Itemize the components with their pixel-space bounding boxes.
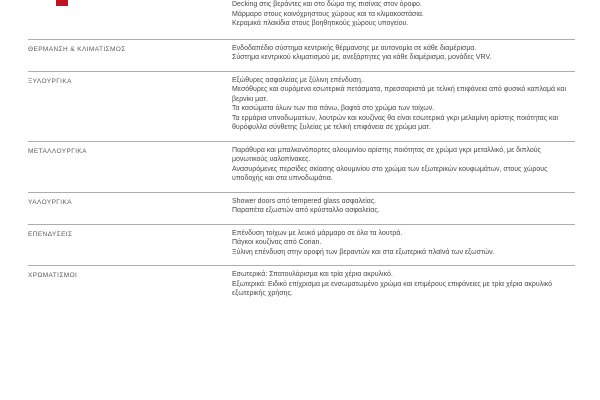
spec-content [232,197,575,216]
spec-content [232,146,575,184]
spec-row-claddings [28,224,575,266]
spec-category-label: ΞΥΛΟΥΡΓΙΚΑ [28,77,72,85]
spec-row-glazing [28,192,575,224]
spec-text-line: Μεσόθυρες και συρόμενα εσωτερικά πετάσματα, πρεσσαριστά με τελική επιφάνεια από φυσικό καπλαμά και βερνίκι ματ. [232,86,566,103]
spec-category-label: ΕΠΕΝΔΥΣΕΙΣ [28,230,73,238]
spec-category-label-empty [28,0,232,29]
spec-text-line: Εξωτερικά: Ειδικό επίχρισμα με ενσωματωμένο χρώμα και επιμέρους επιφάνειες με τρία χέρια ακρυλικό εξωτερικής χρήσης. [232,280,553,297]
spec-row-painting [28,265,575,307]
spec-row-carpentry [28,71,575,141]
spec-row-intro [28,0,575,39]
spec-text-line: Shower doors από tempered glass ασφαλείας. [232,197,377,205]
spec-text-line: Τα κασώματα όλων των πιο πάνω, βαφτά στο χρώμα των τοίχων. [232,105,435,112]
spec-text-line: Ξύλινη επένδυση στην οροφή των βεραντών και στα εξωτερικά πλαϊνά των εξωστών. [232,248,495,256]
spec-text-line: Σύστημα κεντρικού κλιματισμού με, ανεξάρτητες για κάθε διαμέρισμα, μονάδες VRV. [232,54,492,61]
spec-row-metalwork [28,141,575,192]
spec-text-line: Εσωτερικά: Σπατουλάρισμα και τρία χέρια ακρυλικό. [232,271,393,278]
spec-category-label: ΧΡΩΜΑΤΙΣΜΟΙ [28,272,78,279]
spec-table [28,0,575,307]
spec-content [232,0,575,29]
spec-text-line: Επένδυση τοίχων με λευκό μάρμαρο σε όλα τα λουτρά. [232,229,403,237]
spec-category-label: ΘΕΡΜΑΝΣΗ & ΚΛΙΜΑΤΙΣΜΟΣ [28,45,126,53]
spec-content [232,229,575,258]
spec-text-line: Τα ερμάρια υπνοδωματίων, λουτρών και κουζίνας θα είναι εσωτερικά γκρι μελαμίνη αρίστης ποιότητας και θυρόφυλλα σύνθετης ξυλείας με τελική επιφάνεια σε χρώμα ματ. [232,114,559,131]
spec-text-line: Decking στις βεράντες και στο δώμα της πισίνας στον όροφο. [232,1,422,8]
spec-category-label: ΜΕΤΑΛΛΟΥΡΓΙΚΑ [28,147,87,155]
spec-text-line: Ανασυρόμενες περσίδες σκίασης αλουμινίου στο χρώμα των εξωτερικών κουφωμάτων, στους χώρους υποδοχής και στα υπνοδωμάτια. [232,165,548,182]
spec-text-line: Πάγκοι κουζίνας από Corian. [232,239,322,246]
spec-category-label: ΥΑΛΟΥΡΓΙΚΑ [28,198,72,206]
spec-row-heating [28,39,575,71]
red-logo-mark-icon [56,0,68,6]
spec-content [232,44,575,63]
spec-text-line: Ενδοδαπέδιο σύστημα κεντρικής θέρμανσης με αυτονομία σε κάθε διαμέρισμα. [232,44,477,52]
spec-text-line: Κεραμικά πλακίδια στους βοηθητικούς χώρους υπογείου. [232,20,409,27]
spec-content [232,76,575,133]
spec-text-line: Παραπέτα εξωστών από κρύσταλλο ασφαλείας. [232,207,380,214]
spec-text-line: Μάρμαρο στους κοινόχρηστους χώρους και τα κλιμακοστάσια. [232,10,424,18]
spec-text-line: Εξώθυρες ασφαλείας με ξύλινη επένδυση. [232,76,363,84]
spec-content [232,270,575,299]
spec-text-line: Παράθυρα και μπαλκονόπορτες αλουμινίου αρίστης ποιότητας σε χρώμα γκρι μεταλλικό, με διπλούς μονωτικούς υαλοπίνακες. [232,146,541,163]
